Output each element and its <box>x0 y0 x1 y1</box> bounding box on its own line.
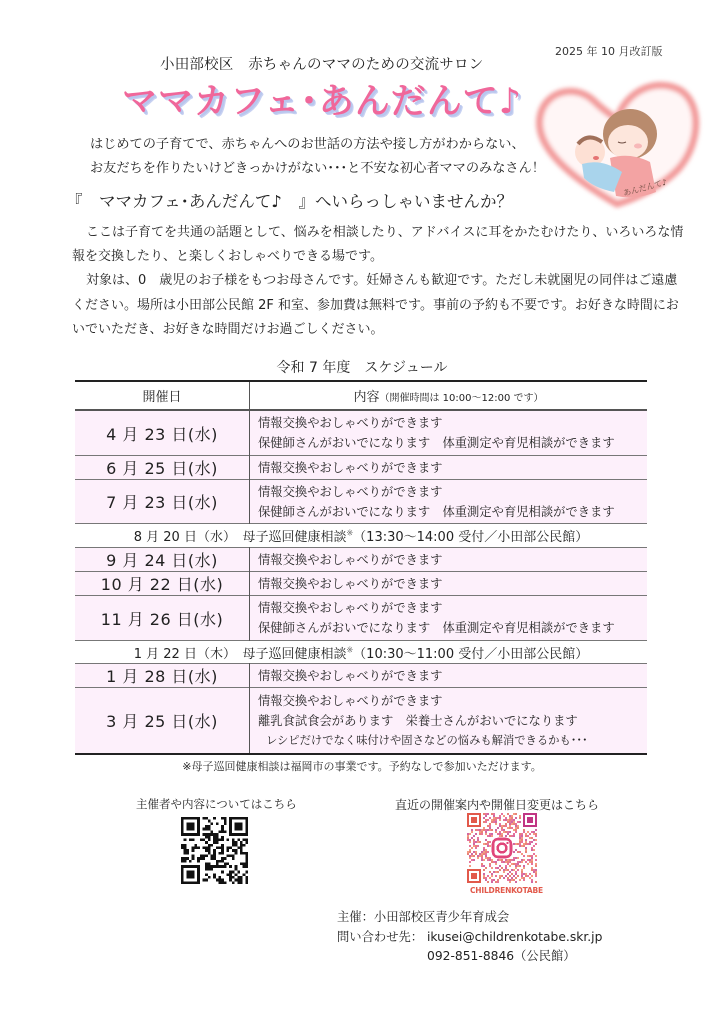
schedule-content-line: 情報交換やおしゃべりができます <box>258 460 443 475</box>
footnote: ※母子巡回健康相談は福岡市の事業です。予約なしで参加いただけます。 <box>182 760 542 773</box>
instagram-qr-icon <box>467 813 537 883</box>
schedule-row <box>75 664 647 688</box>
heart-illustration-icon <box>530 72 705 212</box>
schedule-row <box>75 480 647 524</box>
description-paragraph-2: 対象は、0 歳児のお子様をもつお母さんです。妊婦さんも歓迎です。ただし未就園児の同伴はご遠慮ください。場所は小田部公民館 2F 和室、参加費は無料です。事前の予約も不要です。お好きな時間においでいただき、お好きな時間だけお過ごしください。 <box>72 273 679 337</box>
special-event-title: 1 月 22 日（木） 母子巡回健康相談 <box>133 646 347 662</box>
schedule-content-line: 情報交換やおしゃべりができます <box>258 484 443 499</box>
schedule-date: 10 月 22 日(水) <box>75 572 250 596</box>
schedule-content <box>250 548 648 572</box>
invitation-question: 『 ママカフェ･あんだんて♪ 』へいらっしゃいませんか？ <box>66 192 513 211</box>
schedule-content-line: 情報交換やおしゃべりができます <box>258 601 443 615</box>
header-content <box>250 381 648 410</box>
header-date: 開催日 <box>75 381 250 410</box>
schedule-content <box>250 456 648 480</box>
schedule-content-line: レシピだけでなく味付けや固さなどの悩みも解消できるかも･･･ <box>266 733 588 747</box>
schedule-row-special <box>75 641 647 664</box>
schedule-content-line: 離乳食試食会があります 栄養士さんがおいでになります <box>258 713 578 728</box>
inquiry-label: 問い合わせ先： <box>337 929 424 944</box>
schedule-table <box>75 380 647 755</box>
qr-code-icon <box>181 817 248 884</box>
schedule-date: 3 月 25 日(水) <box>75 688 250 755</box>
special-event <box>75 641 647 664</box>
schedule-date: 7 月 23 日(水) <box>75 480 250 524</box>
schedule-row <box>75 688 647 755</box>
schedule-date: 4 月 23 日(水) <box>75 410 250 456</box>
instagram-logo-icon <box>493 839 511 857</box>
contact-info <box>337 908 602 967</box>
instagram-qr-code[interactable] <box>467 813 537 883</box>
intro-line-1: はじめての子育てで、赤ちゃんへのお世話の方法や接し方がわからない、 <box>90 137 525 152</box>
schedule-content <box>250 572 648 596</box>
intro-line-2: お友だちを作りたいけどきっかけがない･･･と不安な初心者ママのみなさん！ <box>90 161 545 176</box>
schedule-row <box>75 596 647 641</box>
schedule-content-line: 保健師さんがおいでになります 体重測定や育児相談ができます <box>258 621 615 635</box>
schedule-content-line: 情報交換やおしゃべりができます <box>258 416 443 430</box>
schedule-content-line: 情報交換やおしゃべりができます <box>258 693 443 708</box>
revision-date: 2025 年 10 月改訂版 <box>555 45 663 58</box>
schedule-content-line: 情報交換やおしゃべりができます <box>258 552 443 567</box>
schedule-row <box>75 548 647 572</box>
schedule-title: 令和 7 年度 スケジュール <box>276 360 448 376</box>
schedule-content <box>250 480 648 524</box>
schedule-date: 11 月 26 日(水) <box>75 596 250 641</box>
schedule-row-special <box>75 524 647 548</box>
instagram-qr-label: 直近の開催案内や開催日変更はこちら <box>395 798 600 812</box>
schedule-content <box>250 596 648 641</box>
contact-phone[interactable]: 092-851-8846（公民館） <box>427 949 576 963</box>
illustration-caption: あんだんて♪ <box>622 177 669 198</box>
organizer-qr-label: 主催者や内容についてはこちら <box>136 797 297 811</box>
footnote-mark: ※ <box>346 645 354 655</box>
schedule-content <box>250 410 648 456</box>
schedule-content-line: 保健師さんがおいでになります 体重測定や育児相談ができます <box>258 504 615 519</box>
description-paragraph-1: ここは子育てを共通の話題として、悩みを相談したり、アドバイスに耳をかたむけたり、いろいろな情報を交換したり、と楽しくおしゃべりできる場です。 <box>72 225 684 265</box>
footnote-mark: ※ <box>346 528 354 538</box>
schedule-date: 9 月 24 日(水) <box>75 548 250 572</box>
header-content-label: 内容 <box>353 390 380 405</box>
subtitle: 小田部校区 赤ちゃんのママのための交流サロン <box>160 57 484 73</box>
schedule-date: 6 月 25 日(水) <box>75 456 250 480</box>
intro-text <box>90 133 545 181</box>
schedule-content-line: 情報交換やおしゃべりができます <box>258 576 443 591</box>
schedule-row <box>75 572 647 596</box>
instagram-account-name: CHILDRENKOTABE <box>470 886 543 895</box>
schedule-row <box>75 410 647 456</box>
main-title: ママカフェ･あんだんて♪ <box>122 82 523 122</box>
schedule-row <box>75 456 647 480</box>
organizer: 主催：小田部校区青少年育成会 <box>337 910 510 924</box>
schedule-date: 1 月 28 日(水) <box>75 664 250 688</box>
organizer-qr-code[interactable] <box>181 817 248 884</box>
special-event-detail: （10:30～11:00 受付／小田部公民館） <box>353 646 589 662</box>
description <box>72 221 684 342</box>
contact-email[interactable]: ikusei@childrenkotabe.skr.jp <box>427 929 603 944</box>
schedule-content <box>250 688 648 755</box>
schedule-content <box>250 664 648 688</box>
special-event <box>75 524 647 548</box>
mother-baby-illustration <box>530 72 705 212</box>
schedule-content-line: 情報交換やおしゃべりができます <box>258 668 443 683</box>
header-content-note: （開催時間は 10:00～12:00 です） <box>379 393 544 404</box>
schedule-content-line: 保健師さんがおいでになります 体重測定や育児相談ができます <box>258 436 615 450</box>
special-event-detail: （13:30～14:00 受付／小田部公民館） <box>353 530 589 545</box>
schedule-header-row <box>75 381 647 410</box>
special-event-title: 8 月 20 日（水） 母子巡回健康相談 <box>133 530 347 545</box>
